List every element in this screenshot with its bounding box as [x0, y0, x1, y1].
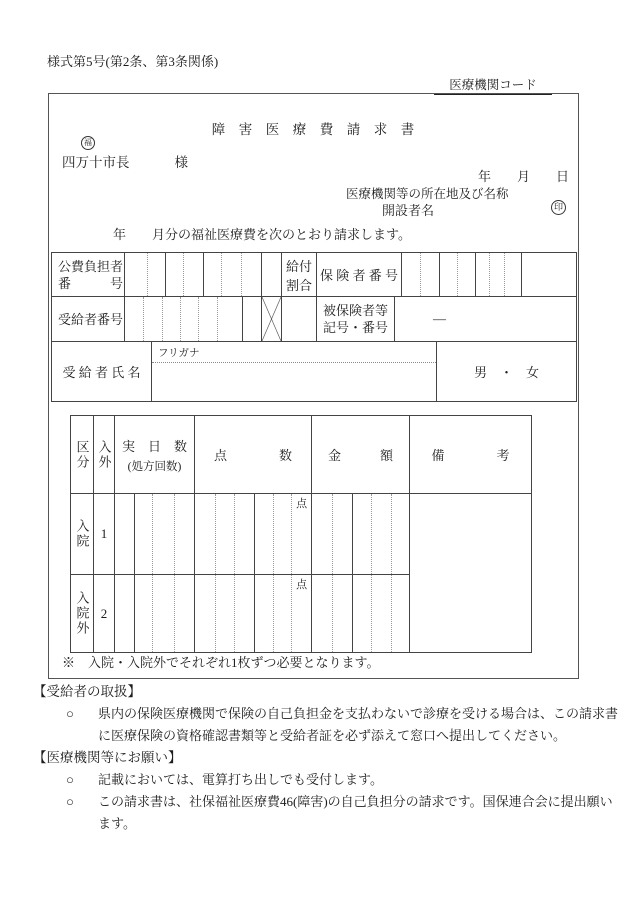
header-actual-days: 実 日 数 (処方回数) [114, 416, 194, 493]
code-cell: 1 [93, 494, 114, 574]
row-inpatient [71, 494, 409, 574]
instruction-item: ○ 記載においては、電算打ち出しでも受付します。 [33, 769, 625, 791]
amount-cells [311, 494, 409, 574]
header-category: 区分 [74, 439, 90, 470]
bullet-circle-icon: ○ [66, 706, 74, 721]
header-points: 点 数 [194, 416, 311, 493]
points-cells [194, 494, 311, 574]
instruction-item: ○ 県内の保険医療機関で保険の自己負担金を支払わないで診療を受ける場合は、この請求書に医療保険の資格確認書類等と受給者証を必ず添えて窓口へ提出してください。 [33, 703, 625, 747]
footer-instructions [33, 681, 625, 835]
section-title-institution: 【医療機関等にお願い】 [33, 750, 182, 765]
org-founder-label: 開設者名 [382, 203, 435, 218]
public-payer-number-label: 公費負担者 番 号 [58, 258, 124, 291]
recipient-number-row [52, 296, 576, 341]
insurer-number-label: 保 険 者 番 号 [316, 253, 401, 296]
insurance-info-table [51, 252, 577, 402]
section-title-recipient: 【受給者の取扱】 [33, 684, 141, 699]
furigana-label: フリガナ [152, 342, 436, 363]
bullet-circle-icon: ○ [66, 772, 74, 787]
date-line: 年 月 日 [478, 169, 570, 184]
bullet-circle-icon: ○ [66, 794, 74, 809]
code-cell: 2 [93, 575, 114, 652]
row-outpatient [71, 574, 409, 652]
form-note: ※ 入院・入院外でそれぞれ1枚ずつ必要となります。 [62, 655, 380, 670]
actual-days-cells [114, 575, 194, 652]
claim-detail-table [70, 415, 532, 653]
crossed-out-cell [261, 297, 281, 341]
recipient-name-row [52, 341, 576, 401]
fuku-circle-mark: 福 [81, 136, 95, 150]
instruction-item: ○ この請求書は、社保福祉医療費46(障害)の自己負担分の請求です。国保連合会に提出願います。 [33, 791, 625, 835]
category-cell: 入院外 [74, 591, 90, 636]
points-cells [194, 575, 311, 652]
insurer-number-cells [401, 253, 576, 296]
claim-table-header [71, 416, 531, 494]
insured-symbol-number-value: — [394, 297, 576, 341]
recipient-name-cell [151, 342, 436, 401]
recipient-name-label: 受 給 者 氏 名 [62, 365, 141, 380]
recipient-number-cells [124, 297, 281, 341]
seal-circle-mark: 印 [551, 200, 566, 215]
public-payer-number-cells [124, 253, 281, 296]
medical-institution-code-label: 医療機関コード [434, 75, 552, 95]
empty-cell [281, 297, 316, 341]
claim-table-body [71, 494, 531, 652]
claim-sentence: 年 月分の福祉医療費を次のとおり請求します。 [113, 227, 411, 242]
category-cell: 入院 [74, 519, 90, 549]
header-remarks: 備 考 [409, 416, 531, 493]
form-title: 障 害 医 療 費 請 求 書 [211, 122, 415, 137]
header-inout: 入外 [93, 416, 114, 493]
sex-cell: 男 ・ 女 [436, 342, 576, 401]
addressee-name: 四万十市長 [62, 155, 130, 170]
points-unit: 点 [296, 498, 308, 510]
addressee-line [62, 151, 188, 171]
remarks-merged-cell [409, 494, 531, 652]
recipient-number-label: 受給者番号 [58, 311, 124, 327]
actual-days-cells [114, 494, 194, 574]
addressee-honorific: 様 [174, 155, 188, 170]
header-amount: 金 額 [311, 416, 409, 493]
amount-cells [311, 575, 409, 652]
insured-symbol-number-label: 被保険者等 記号・番号 [316, 297, 394, 341]
points-unit: 点 [296, 579, 308, 591]
form-number: 様式第5号(第2条、第3条関係) [47, 54, 219, 69]
payer-number-row [52, 253, 576, 296]
benefit-ratio-label: 給付 割合 [281, 253, 316, 296]
org-address-label: 医療機関等の所在地及び名称 [346, 187, 509, 201]
